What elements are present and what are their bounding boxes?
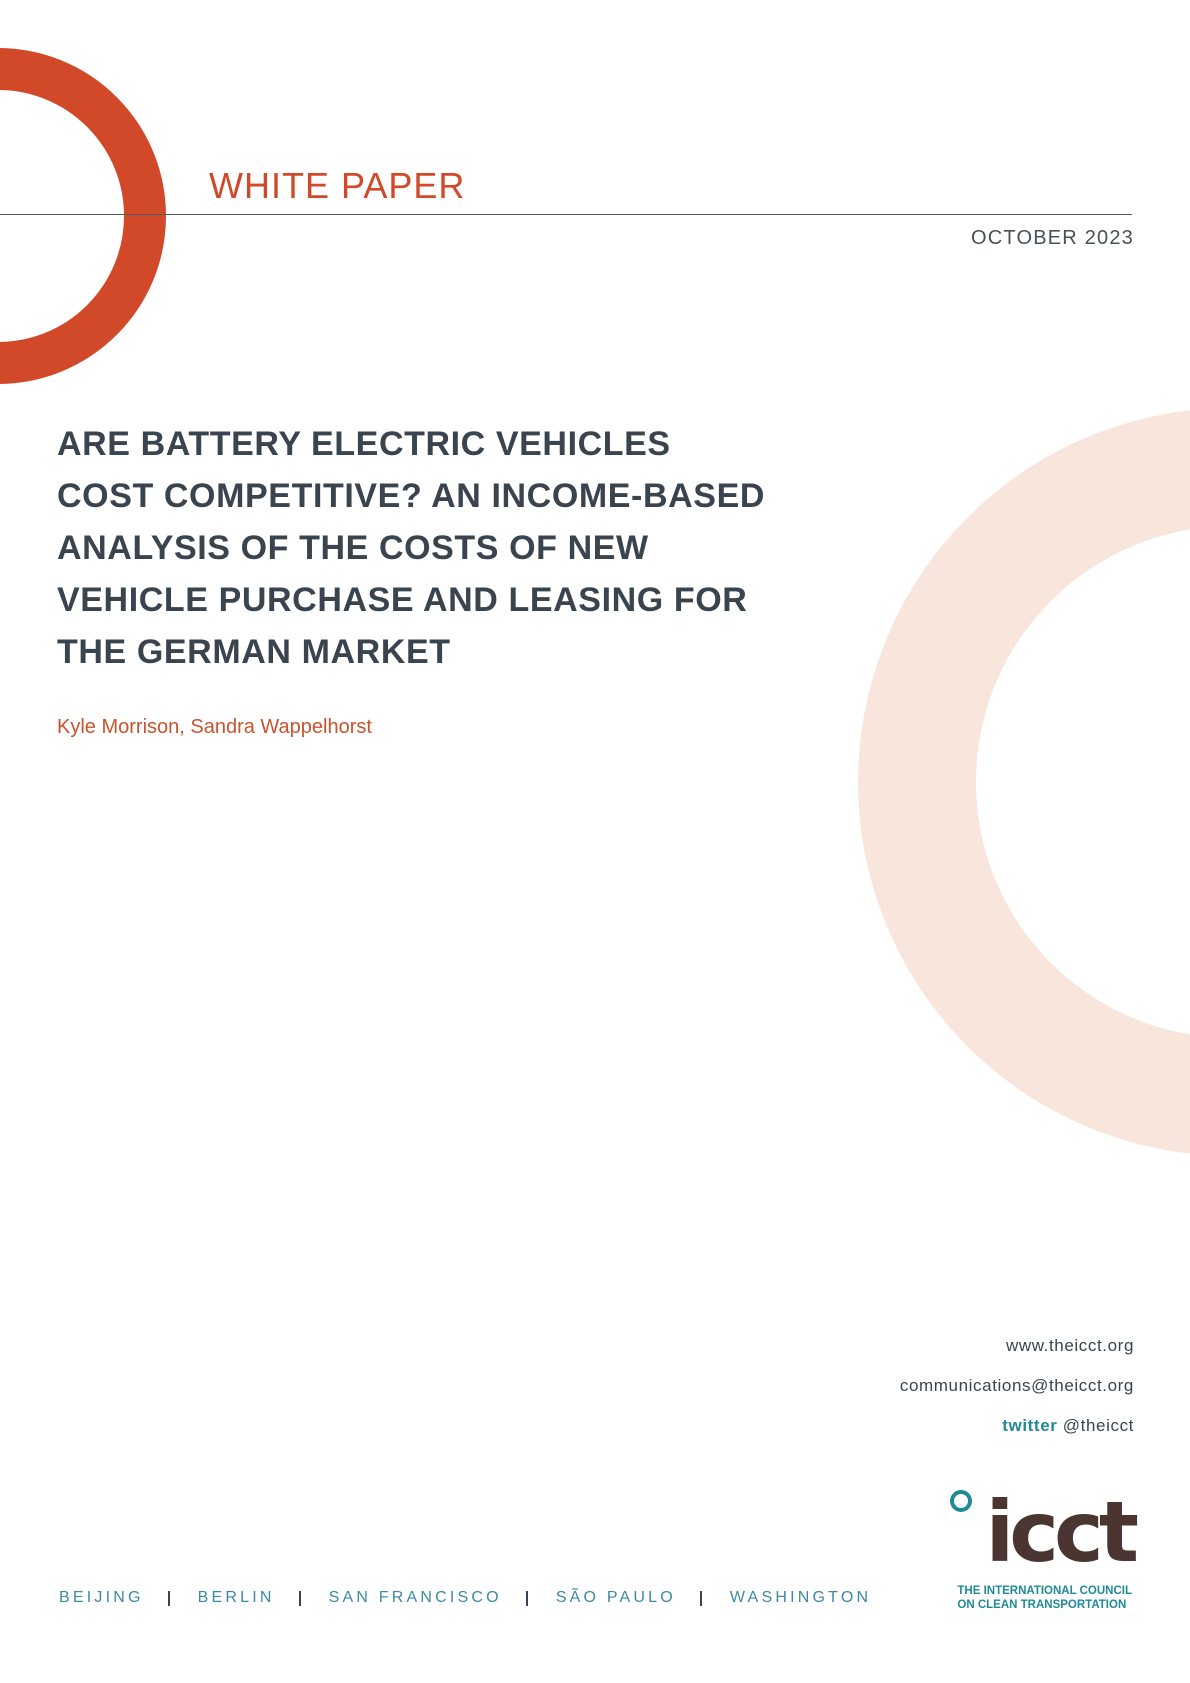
- decorative-peach-ring: [858, 408, 1190, 1156]
- title-line: VEHICLE PURCHASE AND LEASING FOR: [57, 581, 748, 619]
- logo-tagline: [957, 1584, 1132, 1612]
- document-title: [57, 418, 857, 678]
- city-beijing: BEIJING: [59, 1589, 144, 1606]
- email-link[interactable]: communications@theicct.org: [899, 1376, 1134, 1395]
- icct-logo: [948, 1483, 1134, 1612]
- logo-wordmark: icct: [985, 1483, 1134, 1581]
- decorative-red-ring: [0, 48, 166, 384]
- title-line: COST COMPETITIVE? AN INCOME-BASED: [57, 477, 766, 515]
- twitter-handle: @theicct: [1062, 1416, 1134, 1435]
- city-washington: WASHINGTON: [729, 1589, 872, 1606]
- publication-date: OCTOBER 2023: [971, 227, 1134, 249]
- city-separator: [526, 1591, 528, 1606]
- document-type-label: WHITE PAPER: [209, 165, 466, 206]
- logo-tagline-line: THE INTERNATIONAL COUNCIL: [957, 1585, 1132, 1597]
- logo-dot-icon: [950, 1490, 972, 1512]
- city-separator: [168, 1591, 170, 1606]
- city-sao-paulo: SÃO PAULO: [555, 1589, 676, 1606]
- authors: Kyle Morrison, Sandra Wappelhorst: [57, 716, 372, 738]
- twitter-line[interactable]: [900, 1406, 1134, 1446]
- title-line: THE GERMAN MARKET: [57, 633, 451, 671]
- twitter-label: twitter: [1002, 1416, 1058, 1435]
- city-separator: [700, 1591, 702, 1606]
- header-rule: [0, 214, 1132, 215]
- city-san-francisco: SAN FRANCISCO: [328, 1589, 502, 1606]
- title-line: ANALYSIS OF THE COSTS OF NEW: [57, 529, 649, 567]
- title-line: ARE BATTERY ELECTRIC VEHICLES: [57, 425, 671, 463]
- contact-block: [900, 1326, 1134, 1446]
- city-separator: [299, 1591, 301, 1606]
- city-berlin: BERLIN: [197, 1589, 275, 1606]
- logo-tagline-line: ON CLEAN TRANSPORTATION: [957, 1599, 1127, 1611]
- website-link[interactable]: www.theicct.org: [1005, 1336, 1134, 1355]
- office-cities: [59, 1590, 871, 1606]
